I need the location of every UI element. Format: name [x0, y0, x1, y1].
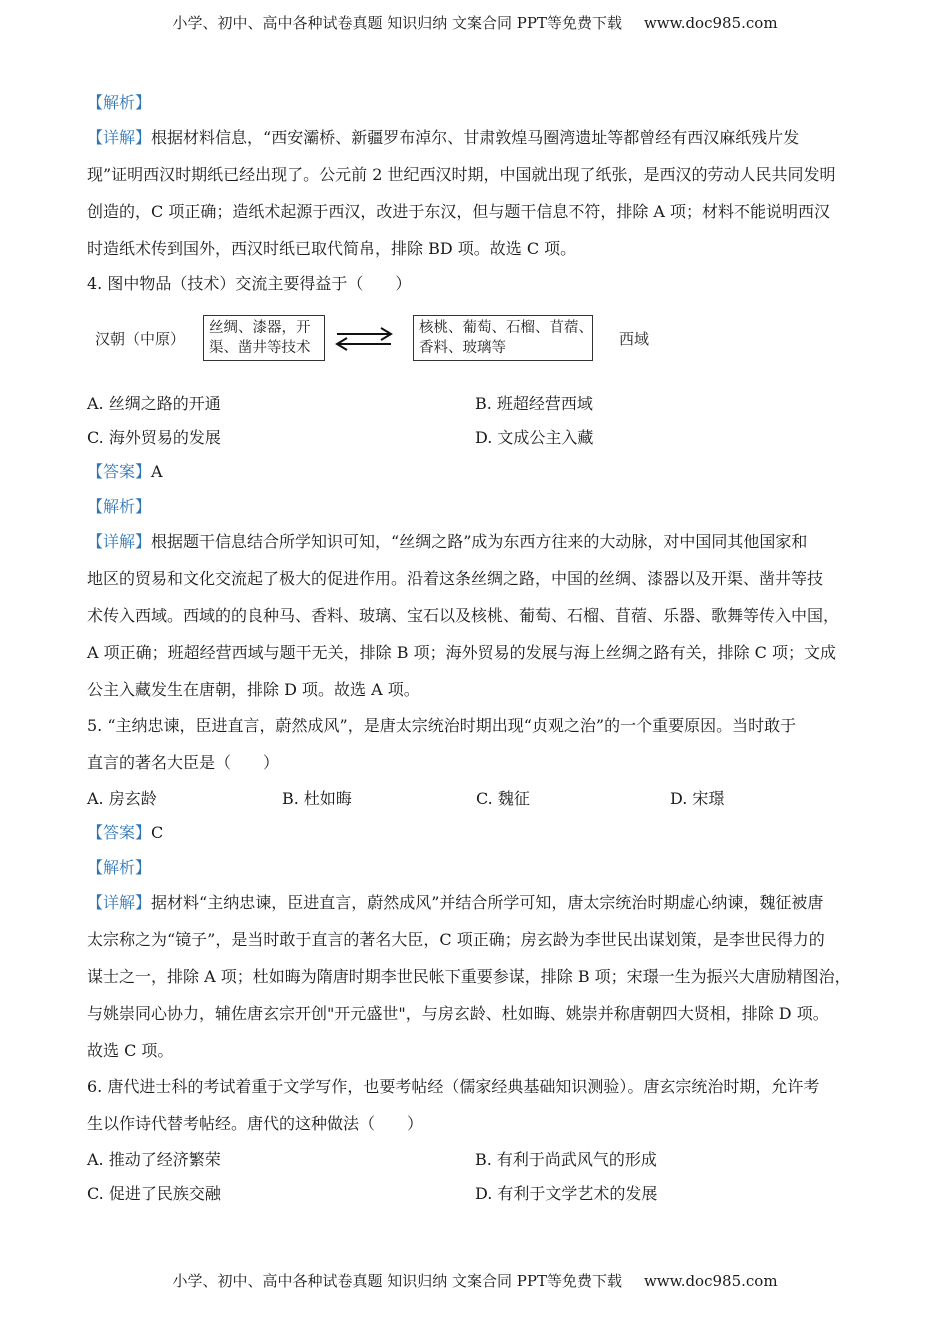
q4-option-d[interactable]: D. 文成公主入藏: [475, 428, 594, 447]
q5-question-line-2: 直言的著名大臣是（ ）: [87, 753, 280, 772]
diagram-right-label: 西域: [619, 330, 650, 348]
q5-option-a[interactable]: A. 房玄龄: [87, 789, 157, 808]
page-footer: [0, 1270, 950, 1291]
q3-detail-line-1: [87, 125, 799, 148]
q4-detail-line-4: A 项正确；班超经营西域与题干无关，排除 B 项；海外贸易的发展与海上丝绸之路有关，排除 C 项；文成: [87, 643, 836, 662]
footer-text: 小学、初中、高中各种试卷真题 知识归纳 文案合同 PPT等免费下载: [172, 1272, 622, 1290]
diagram-left-box: [203, 315, 325, 361]
q4-detail-text-1: 根据题干信息结合所学知识可知，“丝绸之路”成为东西方往来的大动脉，对中国同其他国家和: [151, 532, 808, 551]
q6-option-a[interactable]: A. 推动了经济繁荣: [87, 1150, 221, 1169]
diagram-right-box: [413, 315, 593, 361]
q5-answer: [87, 820, 163, 843]
q4-analysis-tag: 【解析】: [87, 497, 152, 516]
q5-analysis-tag: 【解析】: [87, 858, 152, 877]
double-arrow-icon: [333, 326, 395, 352]
q4-option-a[interactable]: A. 丝绸之路的开通: [87, 394, 221, 413]
q4-answer-tag: 【答案】: [87, 462, 152, 481]
q5-detail-line-5: 故选 C 项。: [87, 1041, 174, 1060]
q5-detail-line-4: 与姚崇同心协力，辅佐唐玄宗开创"开元盛世"，与房玄龄、杜如晦、姚崇并称唐朝四大贤相，排除 D 项。: [87, 1004, 829, 1023]
header-text: 小学、初中、高中各种试卷真题 知识归纳 文案合同 PPT等免费下载: [172, 14, 622, 32]
q4-detail-line-1: [87, 529, 807, 552]
q3-detail-line-3: 创造的，C 项正确；造纸术起源于西汉，改进于东汉，但与题干信息不符，排除 A 项；材料不能说明西汉: [87, 202, 831, 221]
q4-detail-line-5: 公主入藏发生在唐朝，排除 D 项。故选 A 项。: [87, 680, 420, 699]
q3-detail-text-1: 根据材料信息，“西安灞桥、新疆罗布淖尔、甘肃敦煌马圈湾遗址等都曾经有西汉麻纸残片发: [151, 128, 800, 147]
q6-option-b[interactable]: B. 有利于尚武风气的形成: [475, 1150, 657, 1169]
q4-detail-line-2: 地区的贸易和文化交流起了极大的促进作用。沿着这条丝绸之路，中国的丝绸、漆器以及开渠、凿井等技: [87, 569, 824, 588]
q4-option-c[interactable]: C. 海外贸易的发展: [87, 428, 221, 447]
q5-detail-text-1: 据材料“主纳忠谏，臣进直言，蔚然成风”并结合所学可知，唐太宗统治时期虚心纳谏，魏征被唐: [151, 893, 824, 912]
q4-exchange-diagram: [87, 312, 687, 364]
diagram-left-label: 汉朝（中原）: [95, 330, 186, 348]
q3-analysis-tag: 【解析】: [87, 93, 152, 112]
q5-detail-line-3: 谋士之一，排除 A 项；杜如晦为隋唐时期李世民帐下重要参谋，排除 B 项；宋璟一生为振兴大唐励精图治，: [87, 967, 851, 986]
q5-option-c[interactable]: C. 魏征: [476, 789, 530, 808]
q6-question-line-1: 6. 唐代进士科的考试着重于文学写作，也要考帖经（儒家经典基础知识测验）。唐玄宗统治时期，允许考: [87, 1077, 820, 1096]
q4-answer-value: A: [151, 462, 163, 481]
header-url[interactable]: www.doc985.com: [643, 14, 778, 32]
left-box-line-2: 渠、凿井等技术: [209, 340, 311, 356]
right-box-line-1: 核桃、葡萄、石榴、苜蓿、: [419, 320, 593, 336]
q4-detail-line-3: 术传入西域。西域的的良种马、香料、玻璃、宝石以及核桃、葡萄、石榴、苜蓿、乐器、歌舞等传入中国，: [87, 606, 840, 625]
page-header: [0, 12, 950, 33]
q6-option-d[interactable]: D. 有利于文学艺术的发展: [475, 1184, 658, 1203]
q5-detail-line-2: 太宗称之为“镜子”，是当时敢于直言的著名大臣，C 项正确；房玄龄为李世民出谋划策，是李世民得力的: [87, 930, 825, 949]
q6-question-line-2: 生以作诗代替考帖经。唐代的这种做法（ ）: [87, 1114, 424, 1133]
right-box-line-2: 香料、玻璃等: [419, 340, 506, 356]
q4-answer: [87, 459, 163, 482]
q6-option-c[interactable]: C. 促进了民族交融: [87, 1184, 221, 1203]
q5-detail-tag: 【详解】: [87, 893, 152, 912]
q3-detail-line-2: 现”证明西汉时期纸已经出现了。公元前 2 世纪西汉时期，中国就出现了纸张，是西汉的劳动人民共同发明: [87, 165, 836, 184]
q5-option-b[interactable]: B. 杜如晦: [282, 789, 352, 808]
q4-detail-tag: 【详解】: [87, 532, 152, 551]
q3-detail-tag: 【详解】: [87, 128, 152, 147]
q4-question: 4. 图中物品（技术）交流主要得益于（ ）: [87, 274, 412, 293]
q5-answer-value: C: [151, 823, 164, 842]
q4-option-b[interactable]: B. 班超经营西域: [475, 394, 593, 413]
footer-url[interactable]: www.doc985.com: [643, 1272, 778, 1290]
q5-answer-tag: 【答案】: [87, 823, 152, 842]
left-box-line-1: 丝绸、漆器，开: [209, 320, 311, 336]
q3-detail-line-4: 时造纸术传到国外，西汉时纸已取代简帛，排除 BD 项。故选 C 项。: [87, 239, 577, 258]
q5-option-d[interactable]: D. 宋璟: [670, 789, 725, 808]
q5-detail-line-1: [87, 890, 823, 913]
q5-question-line-1: 5. “主纳忠谏，臣进直言，蔚然成风”，是唐太宗统治时期出现“贞观之治”的一个重要原因。当时敢于: [87, 716, 797, 735]
